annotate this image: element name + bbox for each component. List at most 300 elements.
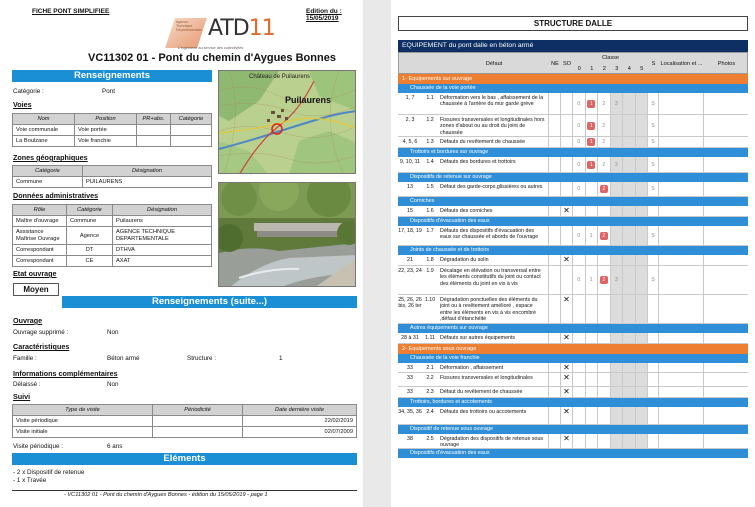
so-cell: ✕ xyxy=(560,363,572,372)
so-cell: ✕ xyxy=(560,295,572,323)
classe-cell[interactable] xyxy=(585,434,598,448)
num-cell: 2.2 xyxy=(426,375,434,381)
localisation-cell xyxy=(658,255,703,265)
classe-cell[interactable] xyxy=(622,333,635,343)
classe-cell[interactable] xyxy=(622,157,635,172)
defaut-cell: Défauts des bordures et trottoirs xyxy=(440,159,516,165)
defaut-cell: Déformation vers le bas , affaissement de la chaussée à l'arrière du mur garde grève xyxy=(440,95,544,108)
caract-heading: Caractéristiques xyxy=(13,342,70,351)
classe-cell[interactable] xyxy=(610,226,623,245)
classe-cell[interactable]: 2 xyxy=(597,115,610,136)
classe-cell[interactable] xyxy=(635,93,648,114)
ne-cell xyxy=(548,333,560,343)
classe-cell[interactable] xyxy=(610,434,623,448)
col-defaut: Défaut xyxy=(485,61,503,67)
subgroup-header: Trottoirs, bordures et accotements xyxy=(398,398,748,407)
defaut-cell: Défaut du revêtement de chaussée xyxy=(440,389,523,395)
classe-cell[interactable] xyxy=(585,255,598,265)
classe-cell[interactable]: 0 xyxy=(572,115,585,136)
table-row xyxy=(398,295,748,324)
ref-cell: 13 xyxy=(407,184,413,190)
localisation-cell xyxy=(658,115,703,136)
subgroup-header: Chaussée de la voie franchie xyxy=(398,354,748,363)
localisation-cell xyxy=(658,434,703,448)
localisation-cell xyxy=(658,93,703,114)
ref-cell: 33 xyxy=(407,375,413,381)
classe-cell[interactable]: 0 xyxy=(572,93,585,114)
ref-cell: 34, 35, 36 xyxy=(398,409,422,415)
classe-cell[interactable] xyxy=(585,157,598,172)
ref-cell: 22, 23, 24 xyxy=(398,268,422,274)
s-cell: S xyxy=(647,266,658,294)
visite-periodique-value: 6 ans xyxy=(107,443,123,450)
num-cell: 1.8 xyxy=(426,257,434,263)
num-cell: 1.6 xyxy=(426,208,434,214)
classe-cell[interactable] xyxy=(572,373,585,386)
s-cell: S xyxy=(647,157,658,172)
localisation-cell xyxy=(658,295,703,323)
classe-cell[interactable] xyxy=(635,226,648,245)
selected-classe: 1 xyxy=(587,122,595,130)
classe-cell[interactable] xyxy=(597,387,610,397)
s-cell: S xyxy=(647,226,658,245)
table-row: Visite initiale 02/07/2009 xyxy=(13,427,357,438)
selected-classe: 2 xyxy=(600,276,608,284)
table-row: Assistance Maîtrise Ouvrage Agence AGENCE TECHNIQUE DEPARTEMENTALE xyxy=(13,227,212,245)
ref-cell: 28 à 31 xyxy=(401,335,419,341)
photos-cell xyxy=(703,115,748,136)
selected-classe: 1 xyxy=(587,100,595,108)
subgroup-header: Dispositifs de retenue sur ouvrage xyxy=(398,173,748,182)
ne-cell xyxy=(548,363,560,372)
table-row: Correspondant DT DTHVA xyxy=(13,245,212,256)
s-cell xyxy=(647,206,658,216)
localisation-cell xyxy=(658,387,703,397)
subgroup-header: Corniches xyxy=(398,197,748,206)
ref-cell: 21 xyxy=(407,257,413,263)
photos-cell xyxy=(703,226,748,245)
defaut-cell: Défauts du revêtement de chaussée xyxy=(440,139,526,145)
col-ne: NE xyxy=(551,61,559,67)
s-cell: S xyxy=(647,137,658,147)
classe-cell[interactable] xyxy=(610,407,623,424)
ref-cell: 1, 7 xyxy=(405,95,415,101)
logo-tagline: L'ingénierie au service des collectivités xyxy=(178,46,244,50)
element-item: - 1 x Travée xyxy=(13,477,47,484)
suivi-heading: Suivi xyxy=(13,392,31,401)
localisation-cell xyxy=(658,226,703,245)
classe-cell[interactable] xyxy=(635,387,648,397)
map-label-town: Puilaurens xyxy=(285,95,332,105)
voies-heading: Voies xyxy=(13,100,32,109)
classe-cell[interactable] xyxy=(622,255,635,265)
donnees-heading: Données administratives xyxy=(13,191,99,200)
so-cell xyxy=(560,266,572,294)
classe-cell[interactable] xyxy=(585,295,598,323)
classe-cell[interactable] xyxy=(585,373,598,386)
ne-cell xyxy=(548,157,560,172)
s-cell xyxy=(647,333,658,343)
ref-cell: 4, 5, 6 xyxy=(402,139,418,145)
table-row: Correspondant CE AXAT xyxy=(13,256,212,267)
s-cell xyxy=(647,363,658,372)
classe-cell[interactable] xyxy=(610,387,623,397)
s-cell xyxy=(647,373,658,386)
group-header: 1- Equipements sur ouvrage xyxy=(398,74,748,84)
subgroup-header: Trottoirs et bordures sur ouvrage xyxy=(398,148,748,157)
subgroup-header: Dispositif de retenue sous ouvrage xyxy=(398,425,748,434)
edition-date: Edition du : 15/05/2019 xyxy=(306,8,342,22)
fiche-page xyxy=(0,0,363,507)
classe-cell[interactable]: 1 xyxy=(585,266,598,294)
classe-cell[interactable] xyxy=(597,333,610,343)
classe-cell[interactable] xyxy=(610,255,623,265)
element-item: - 2 x Dispositif de retenue xyxy=(13,469,85,476)
table-row: Voie communale Voie portée xyxy=(13,125,212,136)
localisation-cell xyxy=(658,206,703,216)
classe-cell[interactable]: 1 xyxy=(585,226,598,245)
defaut-cell: Défauts des trottoirs ou accotements xyxy=(440,409,527,415)
col-classe: Classe xyxy=(601,55,620,61)
table-row xyxy=(398,93,748,115)
so-cell xyxy=(560,137,572,147)
classe-cell[interactable] xyxy=(622,363,635,372)
column-headers: Défaut NE SO Classe 0 1 2 3 4 5 S Localisation et ... Photos xyxy=(398,52,748,74)
classe-cell[interactable] xyxy=(635,266,648,294)
classe-cell[interactable] xyxy=(622,295,635,323)
etat-heading: Etat ouvrage xyxy=(13,269,57,278)
num-cell: 2.5 xyxy=(426,436,434,442)
classe-cell[interactable] xyxy=(635,434,648,448)
col-photos: Photos xyxy=(717,61,736,67)
map-label-chateau: Château de Puilaurens xyxy=(249,74,311,80)
selected-classe: 1 xyxy=(587,138,595,146)
table-row xyxy=(398,115,748,137)
localisation-cell xyxy=(658,373,703,386)
classe-cell[interactable] xyxy=(572,434,585,448)
defaut-cell: Défauts des corniches xyxy=(440,208,493,214)
num-cell: 2.3 xyxy=(426,389,434,395)
localisation-cell xyxy=(658,333,703,343)
classe-cell[interactable] xyxy=(585,93,598,114)
table-row xyxy=(398,387,748,398)
photos-cell xyxy=(703,182,748,196)
table-row xyxy=(398,226,748,246)
table-row xyxy=(398,333,748,344)
so-cell xyxy=(560,182,572,196)
classe-cell[interactable] xyxy=(622,182,635,196)
classe-cell[interactable] xyxy=(622,93,635,114)
classe-cell[interactable] xyxy=(635,333,648,343)
ne-cell xyxy=(548,206,560,216)
so-cell: ✕ xyxy=(560,434,572,448)
classe-cell[interactable] xyxy=(572,333,585,343)
classe-cell[interactable] xyxy=(622,137,635,147)
photos-cell xyxy=(703,255,748,265)
table-row xyxy=(398,157,748,173)
subgroup-header: Chaussée de la voie portée xyxy=(398,84,748,93)
s-cell: S xyxy=(647,182,658,196)
ne-cell xyxy=(548,295,560,323)
classe-cell[interactable] xyxy=(622,226,635,245)
classe-cell[interactable] xyxy=(635,157,648,172)
s-cell xyxy=(647,295,658,323)
classe-cell[interactable]: 3 xyxy=(610,266,623,294)
classe-cell[interactable] xyxy=(635,115,648,136)
classe-cell[interactable]: 0 xyxy=(572,137,585,147)
defaut-cell: Déformation , affaissement xyxy=(440,365,504,371)
selected-classe: 1 xyxy=(587,161,595,169)
num-cell: 1.11 xyxy=(425,335,435,341)
categorie-value: Pont xyxy=(102,88,115,95)
classe-cell[interactable] xyxy=(572,407,585,424)
classe-cell[interactable]: 0 xyxy=(572,157,585,172)
photos-cell xyxy=(703,93,748,114)
classe-cell[interactable] xyxy=(572,206,585,216)
classe-cell[interactable] xyxy=(572,363,585,372)
ne-cell xyxy=(548,373,560,386)
page-title: VC11302 01 - Pont du chemin d'Aygues Bonnes xyxy=(88,52,336,64)
zones-table: Catégorie Désignation Commune PUILAURENS xyxy=(12,165,212,188)
classe-cell[interactable] xyxy=(597,373,610,386)
classe-cell[interactable] xyxy=(572,295,585,323)
subgroup-header: Autres équipements sur ouvrage xyxy=(398,324,748,333)
classe-cell[interactable] xyxy=(622,434,635,448)
classe-cell[interactable]: 0 xyxy=(572,266,585,294)
defaut-cell: Défauts des dispositifs d'évacuation des eaux sur chaussée et abords de l'ouvrage xyxy=(440,228,539,241)
classe-cell[interactable] xyxy=(635,137,648,147)
selected-classe: 2 xyxy=(600,232,608,240)
donnees-table: Rôle Catégorie Désignation Maître d'ouvrage Commune Puilaurens Assistance Maîtrise Ouvrage Agence AGENCE TECHNIQUE DEPARTEMENTALE Correspondant DT DTHVA Correspondant CE AXAT xyxy=(12,204,212,267)
ref-cell: 33 xyxy=(407,389,413,395)
page-footer: - VC11302 01 - Pont du chemin d'Aygues Bonnes - édition du 15/05/2019 - page 1 xyxy=(64,492,268,498)
classe-cell[interactable] xyxy=(622,387,635,397)
so-cell xyxy=(560,157,572,172)
subgroup-header: Dispositifs d'évacuation des eaux xyxy=(398,449,748,458)
ne-cell xyxy=(548,182,560,196)
s-cell xyxy=(647,434,658,448)
classe-cell[interactable] xyxy=(622,407,635,424)
table-row xyxy=(398,363,748,373)
structure-label: Structure : xyxy=(187,355,217,362)
classe-cell[interactable] xyxy=(597,363,610,372)
classe-cell[interactable] xyxy=(610,295,623,323)
classe-cell[interactable] xyxy=(610,182,623,196)
photos-cell xyxy=(703,206,748,216)
classe-cell[interactable] xyxy=(610,363,623,372)
so-cell xyxy=(560,115,572,136)
ne-cell xyxy=(548,434,560,448)
classe-cell[interactable] xyxy=(610,373,623,386)
photos-cell xyxy=(703,137,748,147)
table-row xyxy=(398,137,748,148)
classe-cell[interactable] xyxy=(585,137,598,147)
photos-cell xyxy=(703,266,748,294)
so-cell: ✕ xyxy=(560,255,572,265)
classe-cell[interactable] xyxy=(585,182,598,196)
classe-cell[interactable] xyxy=(635,373,648,386)
classe-cell[interactable] xyxy=(610,115,623,136)
classe-cell[interactable] xyxy=(635,407,648,424)
ne-cell xyxy=(548,266,560,294)
ref-cell: 25, 26, 26 bis, 26 ter xyxy=(398,297,422,309)
infos-heading: Informations complémentaires xyxy=(13,369,118,378)
location-map xyxy=(218,70,356,174)
s-cell: S xyxy=(647,93,658,114)
photos-cell xyxy=(703,363,748,372)
col-s: S xyxy=(651,61,656,67)
classe-cell[interactable] xyxy=(635,363,648,372)
classe-cell[interactable] xyxy=(585,333,598,343)
classe-cell[interactable] xyxy=(622,373,635,386)
classe-cell[interactable] xyxy=(585,407,598,424)
structure-title: STRUCTURE DALLE xyxy=(398,16,748,31)
photos-cell xyxy=(703,157,748,172)
classe-cell[interactable]: 0 xyxy=(572,182,585,196)
so-cell xyxy=(560,93,572,114)
col-localisation: Localisation et ... xyxy=(660,61,703,67)
photos-cell xyxy=(703,373,748,386)
so-cell: ✕ xyxy=(560,373,572,386)
table-row xyxy=(398,206,748,217)
photos-cell xyxy=(703,387,748,397)
group-header: 2- Equipements sous ouvrage xyxy=(398,344,748,354)
ne-cell xyxy=(548,255,560,265)
classe-cell[interactable]: 2 xyxy=(597,137,610,147)
ref-cell: 33 xyxy=(407,365,413,371)
table-row: Commune PUILAURENS xyxy=(13,177,212,188)
atd11-logo xyxy=(168,14,275,52)
section-bar-renseignements: Renseignements xyxy=(12,70,212,82)
classe-cell[interactable] xyxy=(610,137,623,147)
ref-cell: 15 xyxy=(407,208,413,214)
zones-heading: Zones géographiques xyxy=(13,153,88,162)
defauts-table xyxy=(398,74,748,458)
s-cell xyxy=(647,387,658,397)
bridge-photo xyxy=(218,182,356,287)
classe-cell[interactable] xyxy=(610,333,623,343)
classe-cell[interactable] xyxy=(585,387,598,397)
table-row xyxy=(398,255,748,266)
photos-cell xyxy=(703,407,748,424)
defaut-cell: Fissures transversales et longitudinales xyxy=(440,375,533,381)
classe-cell[interactable]: 3 xyxy=(610,93,623,114)
photos-cell xyxy=(703,333,748,343)
categorie-label: Catégorie : xyxy=(13,88,44,95)
section-bar-renseignements-suite: Renseignements (suite...) xyxy=(62,296,357,308)
delaisse-label: Délaissé : xyxy=(13,381,41,388)
ne-cell xyxy=(548,387,560,397)
defaut-cell: Fissures transversales et longitudinales hors zones d'about ou au droit du joint de chaussée xyxy=(440,117,545,136)
ne-cell xyxy=(548,115,560,136)
num-cell: 1.5 xyxy=(426,184,434,190)
s-cell: S xyxy=(647,115,658,136)
defaut-cell: Dégradation des dispositifs de retenue sous ouvrage xyxy=(440,436,544,449)
num-cell: 1.7 xyxy=(426,228,434,234)
classe-cell[interactable] xyxy=(597,182,610,196)
subgroup-header: Dispositifs d'évacuation des eaux xyxy=(398,217,748,226)
table-row: La Boulzane Voie franchie xyxy=(13,136,212,147)
classe-cell[interactable] xyxy=(597,255,610,265)
famille-value: Béton armé xyxy=(107,355,140,362)
s-cell xyxy=(647,407,658,424)
classe-cell[interactable] xyxy=(572,387,585,397)
selected-classe: 2 xyxy=(600,185,608,193)
ne-cell xyxy=(548,407,560,424)
ouvrage-heading: Ouvrage xyxy=(13,316,43,325)
num-cell: 1.10 xyxy=(424,297,436,303)
classe-cell[interactable] xyxy=(597,434,610,448)
s-cell xyxy=(647,255,658,265)
classe-cell[interactable] xyxy=(597,266,610,294)
classe-cell[interactable]: 3 xyxy=(610,157,623,172)
classe-cell[interactable]: 2 xyxy=(597,93,610,114)
localisation-cell xyxy=(658,266,703,294)
classe-cell[interactable] xyxy=(585,206,598,216)
ouvrage-supprime-value: Non xyxy=(107,329,119,336)
num-cell: 2.4 xyxy=(426,409,434,415)
famille-label: Famille : xyxy=(13,355,37,362)
defaut-cell: Dégradation du solin xyxy=(440,257,489,263)
so-cell: ✕ xyxy=(560,333,572,343)
so-cell xyxy=(560,226,572,245)
localisation-cell xyxy=(658,137,703,147)
defaut-cell: Défaut des garde-corps,glissières ou autres xyxy=(440,184,543,190)
table-row: Visite périodique 22/02/2019 xyxy=(13,416,357,427)
classe-cell[interactable] xyxy=(597,206,610,216)
so-cell: ✕ xyxy=(560,206,572,216)
classe-cell[interactable]: 2 xyxy=(597,157,610,172)
classe-cell[interactable] xyxy=(622,266,635,294)
classe-cell[interactable] xyxy=(635,295,648,323)
ref-cell: 38 xyxy=(407,436,413,442)
classe-cell[interactable] xyxy=(622,206,635,216)
classe-cell[interactable] xyxy=(610,206,623,216)
equipement-bar: EQUIPEMENT du pont dalle en béton armé xyxy=(398,40,748,52)
subgroup-header: Joints de chaussée et de trottoirs xyxy=(398,246,748,255)
num-cell: 1.1 xyxy=(426,95,434,101)
classe-cell[interactable] xyxy=(635,206,648,216)
classe-cell[interactable] xyxy=(585,363,598,372)
classe-cell[interactable] xyxy=(597,226,610,245)
table-row xyxy=(398,434,748,449)
classe-cell[interactable] xyxy=(585,115,598,136)
classe-cell[interactable] xyxy=(635,255,648,265)
ref-cell: 9, 10, 11 xyxy=(399,159,421,165)
so-cell: ✕ xyxy=(560,387,572,397)
ne-cell xyxy=(548,93,560,114)
table-row xyxy=(398,373,748,387)
doc-type: FICHE PONT SIMPLIFIEE xyxy=(32,8,110,15)
classe-cell[interactable] xyxy=(635,182,648,196)
col-so: SO xyxy=(562,61,572,67)
classe-cell[interactable] xyxy=(572,255,585,265)
structure-value: 1 xyxy=(279,355,283,362)
classe-cell[interactable] xyxy=(622,115,635,136)
defaut-cell: Dégradation ponctuelles des éléments du joint ou à revêtement amélioré , espace entre les éléments en vis à vis encombré ,défaut d'étanchéité xyxy=(440,297,538,322)
table-row: Maître d'ouvrage Commune Puilaurens xyxy=(13,216,212,227)
photos-cell xyxy=(703,434,748,448)
ref-cell: 2, 3 xyxy=(405,117,415,123)
photos-cell xyxy=(703,295,748,323)
suivi-table: Type de visite Périodicité Date dernière visite Visite périodique 22/02/2019 Visite initiale 02/07/2009 xyxy=(12,404,357,438)
ouvrage-supprime-label: Ouvrage supprimé : xyxy=(13,329,69,336)
num-cell: 1.3 xyxy=(426,139,434,145)
classe-cell[interactable] xyxy=(597,295,610,323)
num-cell: 1.9 xyxy=(426,268,434,274)
classe-cell[interactable] xyxy=(597,407,610,424)
classe-cell[interactable]: 0 xyxy=(572,226,585,245)
